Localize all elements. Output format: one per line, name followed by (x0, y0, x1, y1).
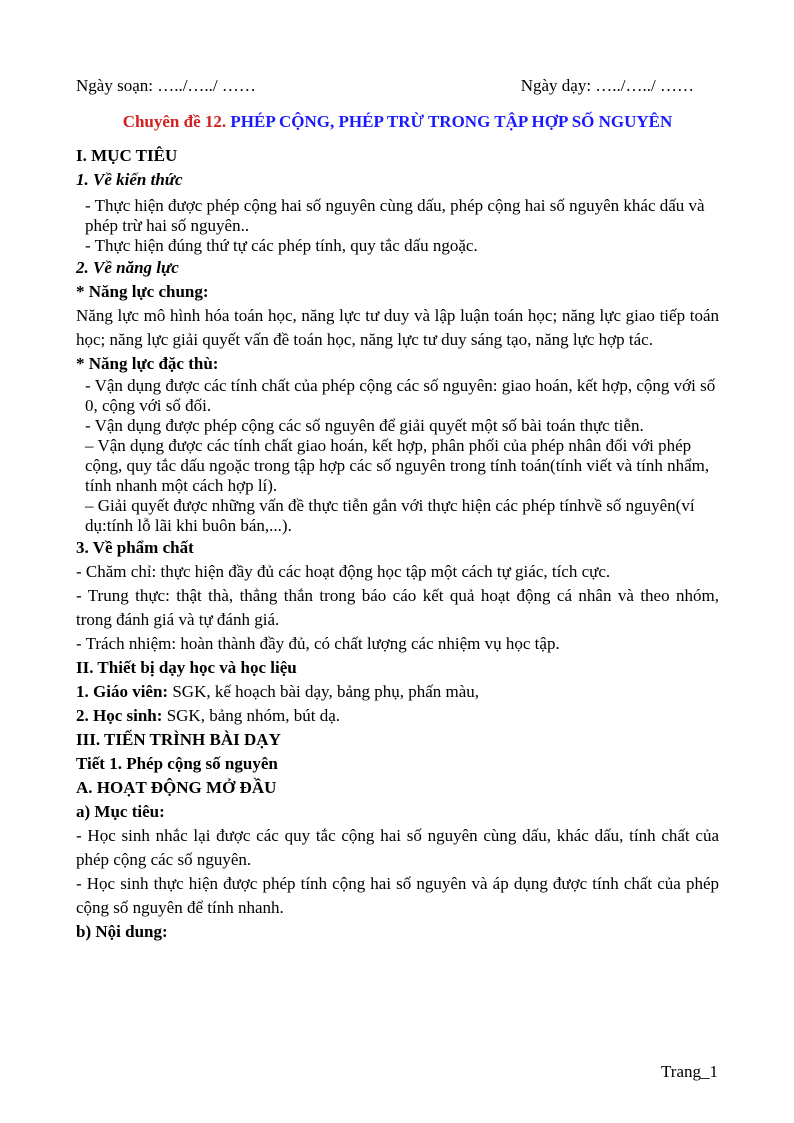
goal-heading: a) Mục tiêu: (76, 802, 165, 821)
title-main: PHÉP CỘNG, PHÉP TRỪ TRONG TẬP HỢP SỐ NGUYÊN (230, 112, 673, 131)
list-item: - Vận dụng được các tính chất của phép cộng các số nguyên: giao hoán, kết hợp, cộng với số 0, cộng với số đối. (85, 376, 716, 415)
list-item: - Trách nhiệm: hoàn thành đầy đủ, có chất lượng các nhiệm vụ học tập. (76, 634, 560, 653)
teacher-line (76, 680, 719, 704)
list-item: - Chăm chỉ: thực hiện đầy đủ các hoạt động học tập một cách tự giác, tích cực. (76, 562, 611, 581)
quality-heading: 3. Về phẩm chất (76, 538, 194, 557)
specific-competence-heading: * Năng lực đặc thù: (76, 354, 219, 373)
knowledge-heading: 1. Về kiến thức (76, 170, 183, 189)
teacher-text: SGK, kế hoạch bài dạy, bảng phụ, phấn màu, (168, 682, 480, 701)
general-competence-heading: * Năng lực chung: (76, 282, 209, 301)
lesson-heading: Tiết 1. Phép cộng số nguyên (76, 754, 278, 773)
specific-competence-list (76, 376, 719, 536)
teacher-label: 1. Giáo viên: (76, 682, 169, 701)
student-label: 2. Học sinh: (76, 706, 163, 725)
list-item: - Vận dụng được phép cộng các số nguyên để giải quyết một số bài toán thực tiễn. (85, 416, 644, 435)
general-competence-text: Năng lực mô hình hóa toán học, năng lực tư duy và lập luận toán học; năng lực giao tiếp toán học; năng lực giải quyết vấn đề toán học, năng lực tư duy sáng tạo, năng lực hợp tác. (76, 306, 719, 349)
list-item: - Thực hiện được phép cộng hai số nguyên cùng dấu, phép cộng hai số nguyên khác dấu và phép trừ hai số nguyên.. (85, 196, 705, 235)
activity-heading: A. HOẠT ĐỘNG MỞ ĐẦU (76, 778, 277, 797)
section-process-heading: III. TIẾN TRÌNH BÀI DẠY (76, 730, 281, 749)
list-item: - Học sinh nhắc lại được các quy tắc cộng hai số nguyên cùng dấu, khác dấu, tính chất của phép cộng các số nguyên. (76, 826, 719, 869)
document-page (76, 74, 719, 944)
page-number: Trang_1 (661, 1062, 718, 1081)
section-objectives-heading: I. MỤC TIÊU (76, 146, 178, 165)
list-item: - Trung thực: thật thà, thẳng thắn trong báo cáo kết quả hoạt động cá nhân và theo nhóm, trong đánh giá và tự đánh giá. (76, 586, 719, 629)
section-equipment-heading: II. Thiết bị dạy học và học liệu (76, 658, 297, 677)
competence-heading: 2. Về năng lực (76, 258, 179, 277)
knowledge-list (76, 196, 719, 256)
teach-date: Ngày dạy: …../…../ …… (520, 76, 694, 95)
list-item: - Thực hiện đúng thứ tự các phép tính, quy tắc dấu ngoặc. (85, 236, 478, 255)
list-item: – Vận dụng được các tính chất giao hoán, kết hợp, phân phối của phép nhân đối với phép cộng, quy tắc dấu ngoặc trong tập hợp các số nguyên trong tính toán(tính viết và tính nhẩm, tính nhanh một cách hợp lí). (85, 436, 710, 495)
prep-date: Ngày soạn: …../…../ …… (76, 76, 256, 95)
list-item: - Học sinh thực hiện được phép tính cộng hai số nguyên và áp dụng được tính chất của phép cộng số nguyên để tính nhanh. (76, 874, 719, 917)
student-text: SGK, bảng nhóm, bút dạ. (162, 706, 340, 725)
document-title (76, 110, 719, 134)
student-line (76, 704, 719, 728)
list-item: – Giải quyết được những vấn đề thực tiễn gắn với thực hiện các phép tínhvề số nguyên(ví dụ:tính lỗ lãi khi buôn bán,...). (85, 496, 695, 535)
content-heading: b) Nội dung: (76, 922, 168, 941)
title-prefix: Chuyên đề 12. (122, 112, 231, 131)
date-row (76, 74, 719, 98)
